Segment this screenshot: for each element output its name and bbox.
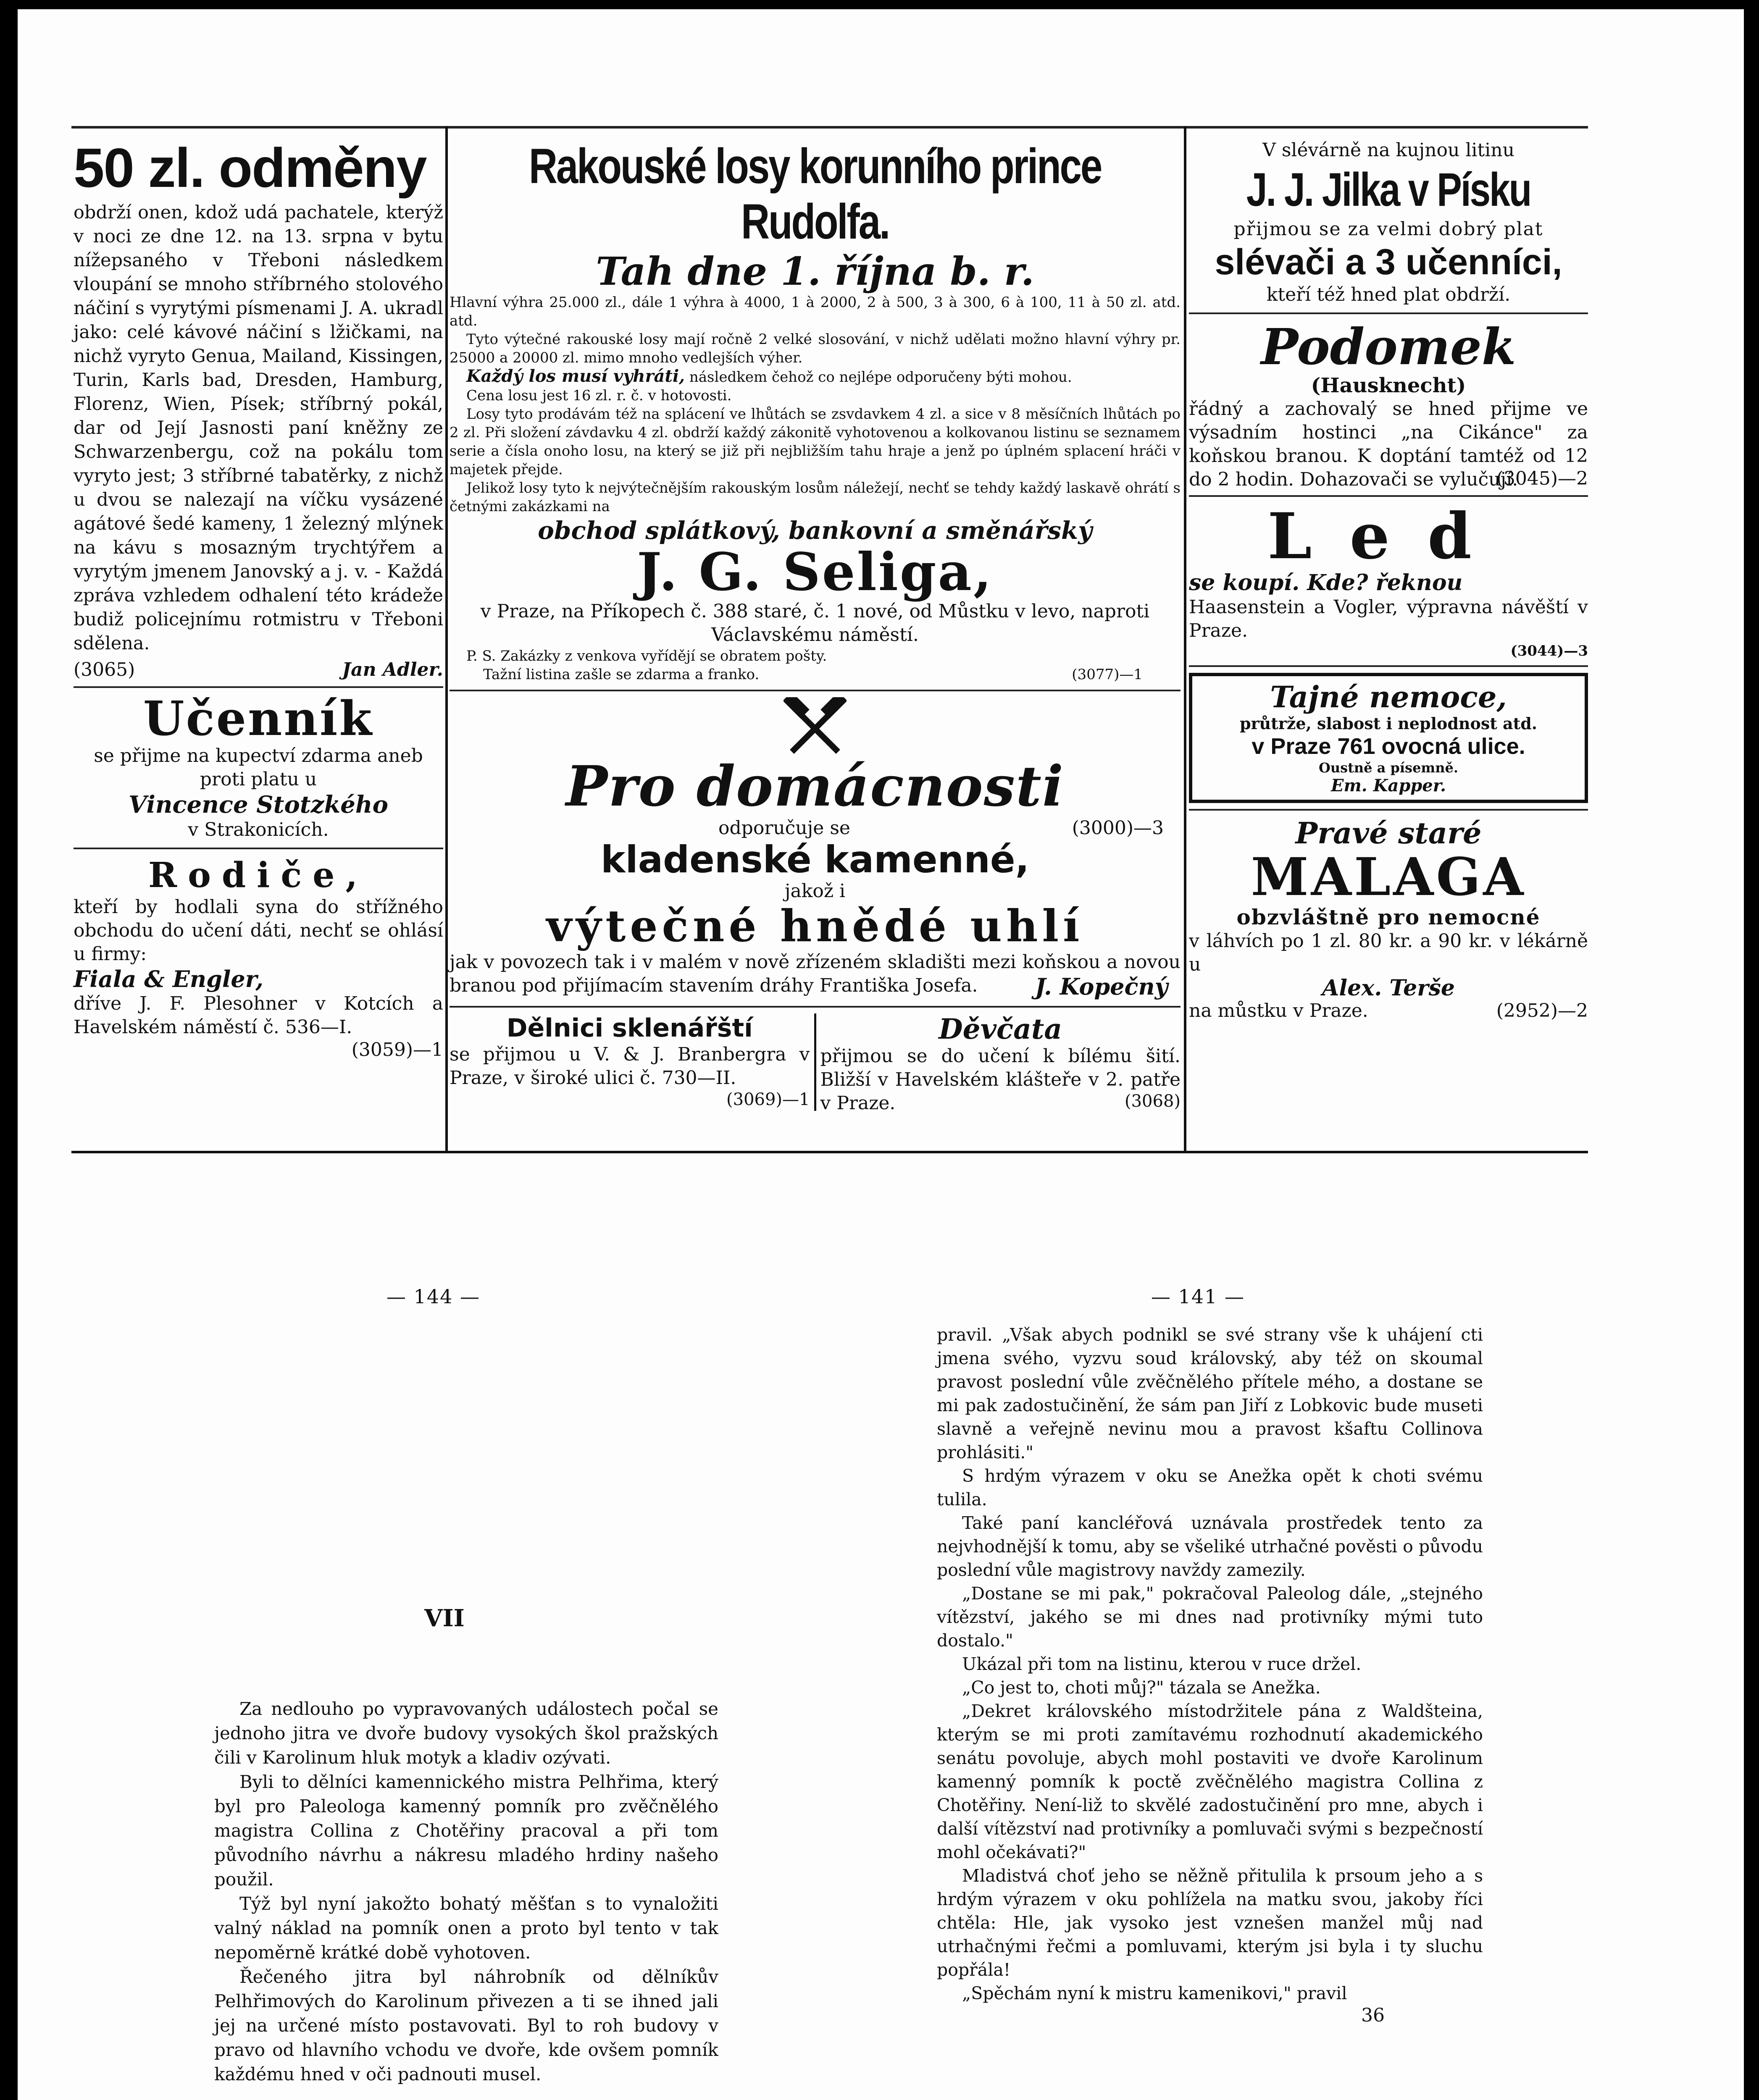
right-page-text (937, 1323, 1483, 2026)
household-ad-brown-coal: výtečné hnědé uhlí (546, 900, 1084, 952)
secret-disease-ad-address: v Praze 761 ovocná ulice. (1252, 734, 1525, 759)
right-paragraph: pravil. „Však abych podnikl se své strany vše k uhájení cti jmena svého, vyzvu soud královský, aby též on skoumal pravost poslední vůle zvěčnělého přítele mého, a dostane se mi pak zadostučinění, že sám pan Jiří z Lobkovic bude museti slavně a veřejně nevinu mou a pravost kšaftu Collinova prohlásiti." (937, 1325, 1483, 1462)
lottery-shop: obchod splátkový, bankovní a směnářský (538, 516, 1092, 545)
foundry-ad-line: V slévárně na kujnou litinu (1262, 139, 1514, 161)
ad-column-right (1189, 139, 1588, 1021)
parents-ad-title: Rodiče, (148, 855, 368, 895)
hammers-icon (450, 697, 1181, 756)
apprentice-ad-firm: Vincence Stotzkého (129, 791, 388, 819)
ad-column-left (74, 139, 443, 1060)
ice-ad-code: (3044)—3 (1510, 643, 1588, 659)
foundry-ad-big: slévači a 3 učenníci, (1215, 242, 1562, 282)
reward-ad-code: (3065) (74, 659, 135, 680)
ad-column-middle (450, 139, 1181, 1114)
ice-ad-line: se koupí. Kde? řeknou (1189, 570, 1463, 596)
separator (74, 848, 443, 849)
malaga-ad-firm: Alex. Terše (1322, 975, 1455, 1001)
separator (1189, 809, 1588, 811)
ice-ad-title: Led (1267, 499, 1509, 573)
lottery-ad-title: Rakouské losy korunního prince Rudolfa. (528, 139, 1102, 249)
scan-edge-right (1744, 0, 1759, 2100)
parents-ad-rest: dříve J. F. Plesohner v Kotcích a Havelském náměstí č. 536—I. (74, 993, 443, 1038)
lottery-text-1: Tyto výtečné rakouské losy mají ročně 2 velké slosování, v nichž udělati možno hlavní výhry pr. 25000 a 20000 zl. mimo mnoho vedlejších výher. (450, 331, 1181, 366)
chapter-heading: VII (424, 1604, 465, 1632)
reward-ad-title: 50 zl. odměny (74, 137, 426, 199)
girls-ad-text: přijmou se do učení k bílému šití. Bližší v Havelském klášteře v 2. patře v Praze. (820, 1045, 1181, 1114)
right-paragraph: „Dostane se mi pak," pokračoval Paleolog dále, „stejného vítězství, jakého se mi dnes nad protivníky mými tuto dostalo." (937, 1583, 1483, 1651)
lottery-address: v Praze, na Příkopech č. 388 staré, č. 1 nové, od Můstku v levo, naproti Václavskému náměstí. (480, 601, 1150, 646)
lottery-text-3: Losy tyto prodávám též na splácení ve lhůtách se zsvdavkem 4 zl. a sice v 8 měsíčních lhůtách po 2 zl. Při složení závdavku 4 zl. obdrží každý zákonitě vyhotovenou a kolkovanou listinu se seznamem serie a čísla onoho losu, na který se již při nejbližším tahu hraje a jenž po úplném splacení hráči v majetek přejde. (450, 406, 1181, 478)
glaziers-ad-title: Dělnici sklenářští (506, 1013, 753, 1043)
malaga-ad-pre: Pravé staré (1295, 816, 1482, 850)
separator (1189, 312, 1588, 314)
malaga-ad-tail: na můstku v Praze. (1189, 1000, 1368, 1021)
parents-ad-code: (3059)—1 (351, 1039, 443, 1060)
girls-ad-code: (3068) (1124, 1092, 1181, 1111)
right-page-number: — 141 — (1151, 1285, 1245, 1308)
porter-ad-text: řádný a zachovalý se hned přijme ve výsadním hostinci „na Cikánce" za koňskou branou. K doptání tamtéž od 12 do 2 hodin. Dohazovači se vylučují. (1189, 398, 1588, 490)
foundry-ad-tail: kteří též hned plat obdrží. (1266, 284, 1511, 305)
malaga-ad-text: v láhvích po 1 zl. 80 kr. a 90 kr. v lékárně u (1189, 930, 1588, 975)
malaga-ad-code: (2952)—2 (1496, 1000, 1588, 1021)
left-paragraph: Týž byl nyní jakožto bohatý měšťan s to vynaložiti valný náklad na pomník onen a proto byl tento v tak nepoměrně krátké době vyhotoven. (214, 1893, 718, 1963)
household-ad-recommends: odporučuje se (718, 817, 850, 839)
lottery-seller: J. G. Seliga, (636, 542, 994, 603)
right-paragraph: Ukázal při tom na listinu, kterou v ruce držel. (962, 1654, 1362, 1674)
scan-edge-left (0, 0, 18, 2100)
parents-ad-body: kteří by hodlali syna do střížného obchodu do učení dáti, nechť se ohlásí u firmy: (74, 896, 443, 965)
household-ad-signature: J. Kopečný (1035, 973, 1168, 1000)
column-divider (445, 126, 448, 1151)
lottery-draw-date: Tah dne 1. října b. r. (596, 249, 1034, 294)
right-paragraph: S hrdým výrazem v oku se Anežka opět k choti svému tulila. (937, 1466, 1483, 1509)
lottery-ps-1: P. S. Zakázky z venkova vyřídějí se obratem pošty. (466, 648, 827, 664)
secret-disease-ad-signature: Em. Kapper. (1330, 776, 1446, 795)
lottery-ps-2: Tažní listina zašle se zdarma a franko. (483, 666, 760, 683)
right-paragraph: „Dekret královského místodržitele pána z Waldšteina, kterým se mi proti zamítavému rozhodnutí akademického senátu povoluje, abych mohl postaviti ve dvoře Karolinum kamenný pomník k poctě zvěčnělého magistra Collina z Chotěřiny. Není-liž to skvělé zadostučinění pro mne, abych i další vítězství nad protivníky a pomluvači svými s bezpečností mohl očekávati?" (937, 1701, 1483, 1862)
secret-disease-ad-text: průtrže, slabost i neplodnost atd. (1239, 714, 1538, 733)
separator (74, 686, 443, 688)
right-paragraph: „Spěchám nyní k mistru kamenikovi," pravil (962, 1983, 1347, 2003)
lottery-price: Cena losu jest 16 zl. r. č. v hotovosti. (466, 387, 732, 404)
separator (1189, 665, 1588, 667)
separator (450, 1006, 1181, 1008)
malaga-ad-line: obzvláštně pro nemocné (1236, 905, 1541, 929)
lottery-prizes: Hlavní výhra 25.000 zl., dále 1 výhra à 4000, 1 à 2000, 2 à 500, 3 à 300, 6 à 100, 11 à 50 zl. atd. atd. (450, 294, 1181, 329)
left-paragraph: Za nedlouho po vypravovaných událostech počal se jednoho jitra ve dvoře budovy vysokých škol pražských čili v Karolinum hluk motyk a kladiv ozývati. (214, 1698, 718, 1768)
column-divider (1184, 126, 1186, 1151)
left-paragraph: Řečeného jitra byl náhrobník od dělníkův Pelhřimových do Karolinum přivezen a ti se ihned jali jej na určené místo postavovati. Byl to roh budovy v pravo od hlavního vchodu ve dvoře, kde ovšem pomník každému hned v oči padnouti musel. (214, 1966, 718, 2084)
household-ad-stone-coal: kladenské kamenné, (601, 838, 1029, 881)
glaziers-ad-text: se přijmou u V. & J. Branbergra v Praze, v široké ulici č. 730—II. (450, 1044, 810, 1089)
apprentice-ad-body: se přijme na kupectví zdarma aneb proti platu u (94, 745, 423, 790)
scan-edge-top (0, 0, 1759, 9)
malaga-ad-title: MALAGA (1251, 847, 1526, 908)
parents-ad-firm: Fiala & Engler, (74, 966, 264, 992)
separator (1189, 495, 1588, 497)
right-paragraph: Mladistvá choť jeho se něžně přitulila k prsoum jeho a s hrdým výrazem v oku pohlížela na matku svou, jakoby říci chtěla: Hle, jak vysoko jest vznešen manžel můj nad utrhačnými řečmi a pomluvami, kterým jsi byla i ty sluchu popřála! (937, 1866, 1483, 1980)
lottery-must-win: Každý los musí vyhráti, (466, 366, 685, 386)
apprentice-ad-place: v Strakonicích. (188, 819, 329, 840)
glaziers-ad-code: (3069)—1 (726, 1090, 810, 1109)
signature-mark: 36 (1361, 2005, 1385, 2026)
household-ad-code: (3000)—3 (1072, 817, 1164, 839)
foundry-ad-text: přijmou se za velmi dobrý plat (1233, 218, 1543, 240)
girls-ad-title: Děvčata (939, 1013, 1062, 1045)
lottery-text-4: Jelikož losy tyto k nejvýtečnějším rakouským losům náležejí, nechť se tehdy každý laskavě ohrátí s četnými zakázkami na (450, 480, 1181, 515)
reward-ad-signature: Jan Adler. (342, 659, 443, 680)
ads-bottom-rule (71, 1151, 1588, 1153)
left-page-number: — 144 — (387, 1285, 481, 1308)
left-page-text (214, 1697, 718, 2087)
right-paragraph: „Co jest to, choti můj?" tázala se Anežka. (962, 1677, 1321, 1698)
household-ad-title: Pro domácnosti (565, 754, 1065, 819)
household-ad-and: jakož i (784, 880, 846, 902)
secret-disease-ad-box (1189, 673, 1588, 803)
porter-ad-code: (3045)—2 (1496, 468, 1588, 489)
lottery-code: (3077)—1 (1072, 666, 1143, 683)
ice-ad-text: Haasenstein a Vogler, výpravna návěští v Praze. (1189, 596, 1588, 641)
porter-ad-title: Podomek (1261, 318, 1516, 376)
porter-ad-subtitle: (Hausknecht) (1311, 374, 1466, 397)
reward-ad-body: obdrží onen, kdož udá pachatele, kterýž v noci ze dne 12. na 13. srpna v bytu nížepsaného v Třeboni následkem vloupání se mnoho stříbrného stolového náčiní s vyrytými písmenami J. A. ukradl jako: celé kávové náčiní s lžičkami, na nichž vyryto Genua, Mailand, Kissingen, Turin, Karls bad, Dresden, Hamburg, Florenz, Wien, Písek; stříbrný pokál, dar od Její Jasnosti paní kněžny ze Schwarzenbergu, což na pokálu tom vyryto jest; 3 stříbrné tabatěrky, z nichž u dvou se nalezají na víčku vysázené agátové šedé kameny, 1 železný mlýnek na kávu s mosazným trychtýřem a vyrytým jmenem Janovský a j. v. - Každá zpráva vzhledem odhalení této krádeže budiž policejnímu rotmistru v Třeboni sdělena. (74, 202, 443, 654)
foundry-ad-name: J. J. Jilka v Písku (1246, 163, 1531, 216)
apprentice-ad-title: Učenník (143, 691, 374, 746)
secret-disease-ad-title: Tajné nemoce, (1270, 680, 1507, 714)
household-ad-text: jak v povozech tak i v malém v nově zřízeném skladišti mezi koňskou a novou branou pod přijímacím stavením dráhy Františka Josefa. (450, 951, 1181, 996)
left-paragraph: Byli to dělníci kamennického mistra Pelhřima, který byl pro Paleologa kamenný pomník pro zvěčnělého magistra Collina z Chotěřiny pracoval a při tom původního návrhu a nákresu mladého hrdiny našeho použil. (214, 1772, 718, 1890)
lottery-text-2: následkem čehož co nejlépe odporučeny býti mohou. (689, 369, 1072, 386)
separator (450, 690, 1181, 691)
secret-disease-ad-note: Oustně a písemně. (1318, 760, 1459, 776)
right-paragraph: Také paní kancléřová uznávala prostředek tento za nejvhodnější k tomu, aby se všeliké utrhačné pověsti o původu poslední vůle magistrovy navždy zamezily. (937, 1513, 1483, 1580)
